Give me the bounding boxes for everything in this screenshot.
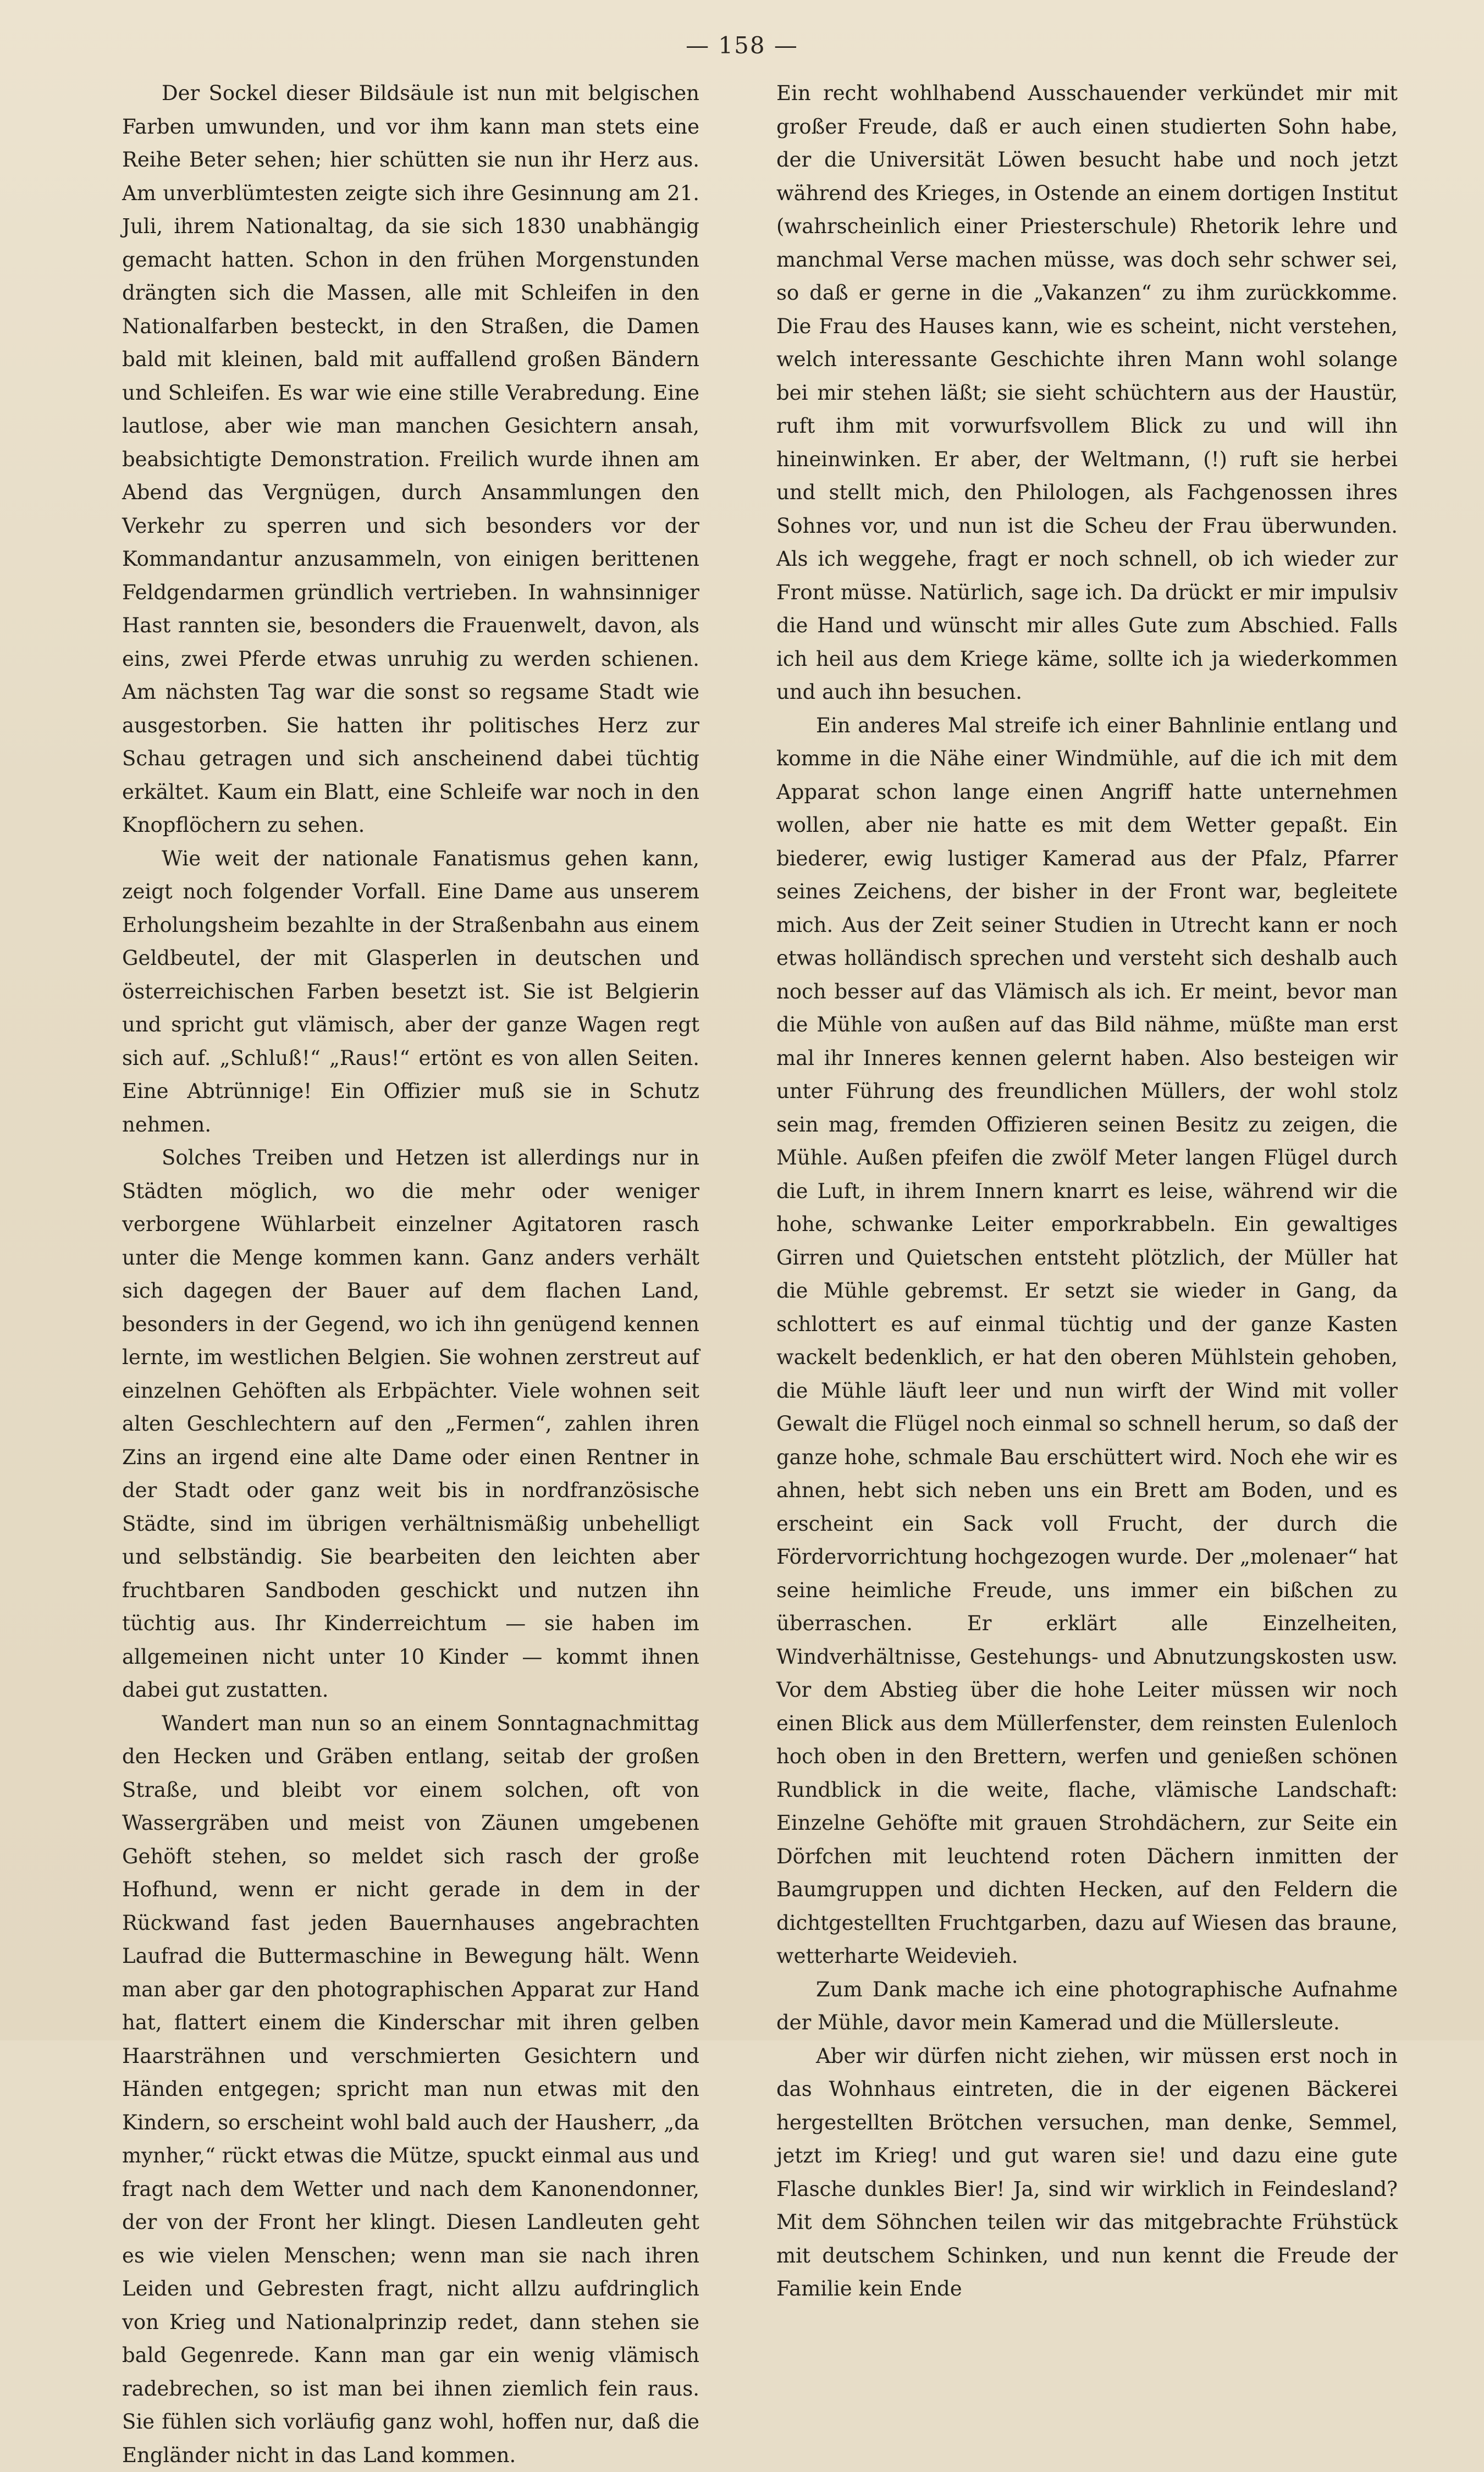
left-column xyxy=(122,77,699,2472)
paragraph: Ein recht wohlhabend Ausschauender verkündet mir mit großer Freude, daß er auch einen studierten Sohn habe, der die Universität Löwen besucht habe und noch jetzt während des Krieges, in Ostende an einem dortigen Institut (wahrscheinlich einer Priesterschule) Rhetorik lehre und manchmal Verse machen müsse, was doch sehr schwer sei, so daß er gerne in die „Vakanzen“ zu ihm zurückkomme. Die Frau des Hauses kann, wie es scheint, nicht verstehen, welch interessante Geschichte ihren Mann wohl solange bei mir stehen läßt; sie sieht schüchtern aus der Haustür, ruft ihm mit vorwurfsvollem Blick zu und will ihn hineinwinken. Er aber, der Weltmann, (!) ruft sie herbei und stellt mich, den Philologen, als Fachgenossen ihres Sohnes vor, und nun ist die Scheu der Frau überwunden. Als ich weggehe, fragt er noch schnell, ob ich wieder zur Front müsse. Natürlich, sage ich. Da drückt er mir impulsiv die Hand und wünscht mir alles Gute zum Abschied. Falls ich heil aus dem Kriege käme, sollte ich ja wiederkommen und auch ihn besuchen. xyxy=(776,77,1398,709)
paragraph: Ein anderes Mal streife ich einer Bahnlinie entlang und komme in die Nähe einer Windmühle, auf die ich mit dem Apparat schon lange einen Angriff hatte unternehmen wollen, aber nie hatte es mit dem Wetter gepaßt. Ein biederer, ewig lustiger Kamerad aus der Pfalz, Pfarrer seines Zeichens, der bisher in der Front war, begleitete mich. Aus der Zeit seiner Studien in Utrecht kann er noch etwas holländisch sprechen und versteht sich deshalb auch noch besser auf das Vlämisch als ich. Er meint, bevor man die Mühle von außen auf das Bild nähme, müßte man erst mal ihr Inneres kennen gelernt haben. Also besteigen wir unter Führung des freundlichen Müllers, der wohl stolz sein mag, fremden Offizieren seinen Besitz zu zeigen, die Mühle. Außen pfeifen die zwölf Meter langen Flügel durch die Luft, in ihrem Innern knarrt es leise, während wir die hohe, schwanke Leiter emporkrabbeln. Ein gewaltiges Girren und Quietschen entsteht plötzlich, der Müller hat die Mühle gebremst. Er setzt sie wieder in Gang, da schlottert es auf einmal tüchtig und der ganze Kasten wackelt bedenklich, er hat den oberen Mühlstein gehoben, die Mühle läuft leer und nun wirft der Wind mit voller Gewalt die Flügel noch einmal so schnell herum, so daß der ganze hohe, schmale Bau erschüttert wird. Noch ehe wir es ahnen, hebt sich neben uns ein Brett am Boden, und es erscheint ein Sack voll Frucht, der durch die Fördervorrichtung hochgezogen wurde. Der „molenaer“ hat seine heimliche Freude, uns immer ein bißchen zu überraschen. Er erklärt alle Einzelheiten, Windverhältnisse, Gestehungs- und Abnutzungskosten usw. Vor dem Abstieg über die hohe Leiter müssen wir noch einen Blick aus dem Müllerfenster, dem reinsten Eulenloch hoch oben in den Brettern, werfen und genießen schönen Rundblick in die weite, flache, vlämische Landschaft: Einzelne Gehöfte mit grauen Strohdächern, zur Seite ein Dörfchen mit leuchtend roten Dächern inmitten der Baumgruppen und dichten Hecken, auf den Feldern die dichtgestellten Fruchtgarben, dazu auf Wiesen das braune, wetterharte Weidevieh. xyxy=(776,709,1398,1973)
paragraph: Der Sockel dieser Bildsäule ist nun mit belgischen Farben umwunden, und vor ihm kann man stets eine Reihe Beter sehen; hier schütten sie nun ihr Herz aus. Am unverblümtesten zeigte sich ihre Gesinnung am 21. Juli, ihrem Nationaltag, da sie sich 1830 unabhängig gemacht hatten. Schon in den frühen Morgenstunden drängten sich die Massen, alle mit Schleifen in den Nationalfarben besteckt, in den Straßen, die Damen bald mit kleinen, bald mit auffallend großen Bändern und Schleifen. Es war wie eine stille Verabredung. Eine lautlose, aber wie man manchen Gesichtern ansah, beabsichtigte Demonstration. Freilich wurde ihnen am Abend das Vergnügen, durch Ansammlungen den Verkehr zu sperren und sich besonders vor der Kommandantur anzusammeln, von einigen berittenen Feldgendarmen gründlich vertrieben. In wahnsinniger Hast rannten sie, besonders die Frauenwelt, davon, als eins, zwei Pferde etwas unruhig zu werden schienen. Am nächsten Tag war die sonst so regsame Stadt wie ausgestorben. Sie hatten ihr politisches Herz zur Schau getragen und sich anscheinend dabei tüchtig erkältet. Kaum ein Blatt, eine Schleife war noch in den Knopflöchern zu sehen. xyxy=(122,77,699,842)
paragraph: Zum Dank mache ich eine photographische Aufnahme der Mühle, davor mein Kamerad und die Müllersleute. xyxy=(776,1973,1398,2040)
page-number: — 158 — xyxy=(0,32,1484,59)
paragraph: Wandert man nun so an einem Sonntagnachmittag den Hecken und Gräben entlang, seitab der großen Straße, und bleibt vor einem solchen, oft von Wassergräben und meist von Zäunen umgebenen Gehöft stehen, so meldet sich rasch der große Hofhund, wenn er nicht gerade in dem in der Rückwand fast jeden Bauernhauses angebrachten Laufrad die Buttermaschine in Bewegung hält. Wenn man aber gar den photographischen Apparat zur Hand hat, flattert einem die Kinderschar mit ihren gelben Haarsträhnen und verschmierten Gesichtern und Händen entgegen; spricht man nun etwas mit den Kindern, so erscheint wohl bald auch der Hausherr, „da mynher,“ rückt etwas die Mütze, spuckt einmal aus und fragt nach dem Wetter und nach dem Kanonendonner, der von der Front her klingt. Diesen Landleuten geht es wie vielen Menschen; wenn man sie nach ihren Leiden und Gebresten fragt, nicht allzu aufdringlich von Krieg und Nationalprinzip redet, dann stehen sie bald Gegenrede. Kann man gar ein wenig vlämisch radebrechen, so ist man bei ihnen ziemlich fein raus. Sie fühlen sich vorläufig ganz wohl, hoffen nur, daß die Engländer nicht in das Land kommen. xyxy=(122,1707,699,2472)
paragraph: Wie weit der nationale Fanatismus gehen kann, zeigt noch folgender Vorfall. Eine Dame aus unserem Erholungsheim bezahlte in der Straßenbahn aus einem Geldbeutel, der mit Glasperlen in deutschen und österreichischen Farben besetzt ist. Sie ist Belgierin und spricht gut vlämisch, aber der ganze Wagen regt sich auf. „Schluß!“ „Raus!“ ertönt es von allen Seiten. Eine Abtrünnige! Ein Offizier muß sie in Schutz nehmen. xyxy=(122,842,699,1142)
paragraph: Aber wir dürfen nicht ziehen, wir müssen erst noch in das Wohnhaus eintreten, die in der eigenen Bäckerei hergestellten Brötchen versuchen, man denke, Semmel, jetzt im Krieg! und gut waren sie! und dazu eine gute Flasche dunkles Bier! Ja, sind wir wirklich in Feindesland? Mit dem Söhnchen teilen wir das mitgebrachte Frühstück mit deutschem Schinken, und nun kennt die Freude der Familie kein Ende xyxy=(776,2040,1398,2306)
paragraph: Solches Treiben und Hetzen ist allerdings nur in Städten möglich, wo die mehr oder weniger verborgene Wühlarbeit einzelner Agitatoren rasch unter die Menge kommen kann. Ganz anders verhält sich dagegen der Bauer auf dem flachen Land, besonders in der Gegend, wo ich ihn genügend kennen lernte, im westlichen Belgien. Sie wohnen zerstreut auf einzelnen Gehöften als Erbpächter. Viele wohnen seit alten Geschlechtern auf den „Fermen“, zahlen ihren Zins an irgend eine alte Dame oder einen Rentner in der Stadt oder ganz weit bis in nordfranzösische Städte, sind im übrigen verhältnismäßig unbehelligt und selbständig. Sie bearbeiten den leichten aber fruchtbaren Sandboden geschickt und nutzen ihn tüchtig aus. Ihr Kinderreichtum — sie haben im allgemeinen nicht unter 10 Kinder — kommt ihnen dabei gut zustatten. xyxy=(122,1141,699,1707)
right-column xyxy=(776,77,1398,2306)
